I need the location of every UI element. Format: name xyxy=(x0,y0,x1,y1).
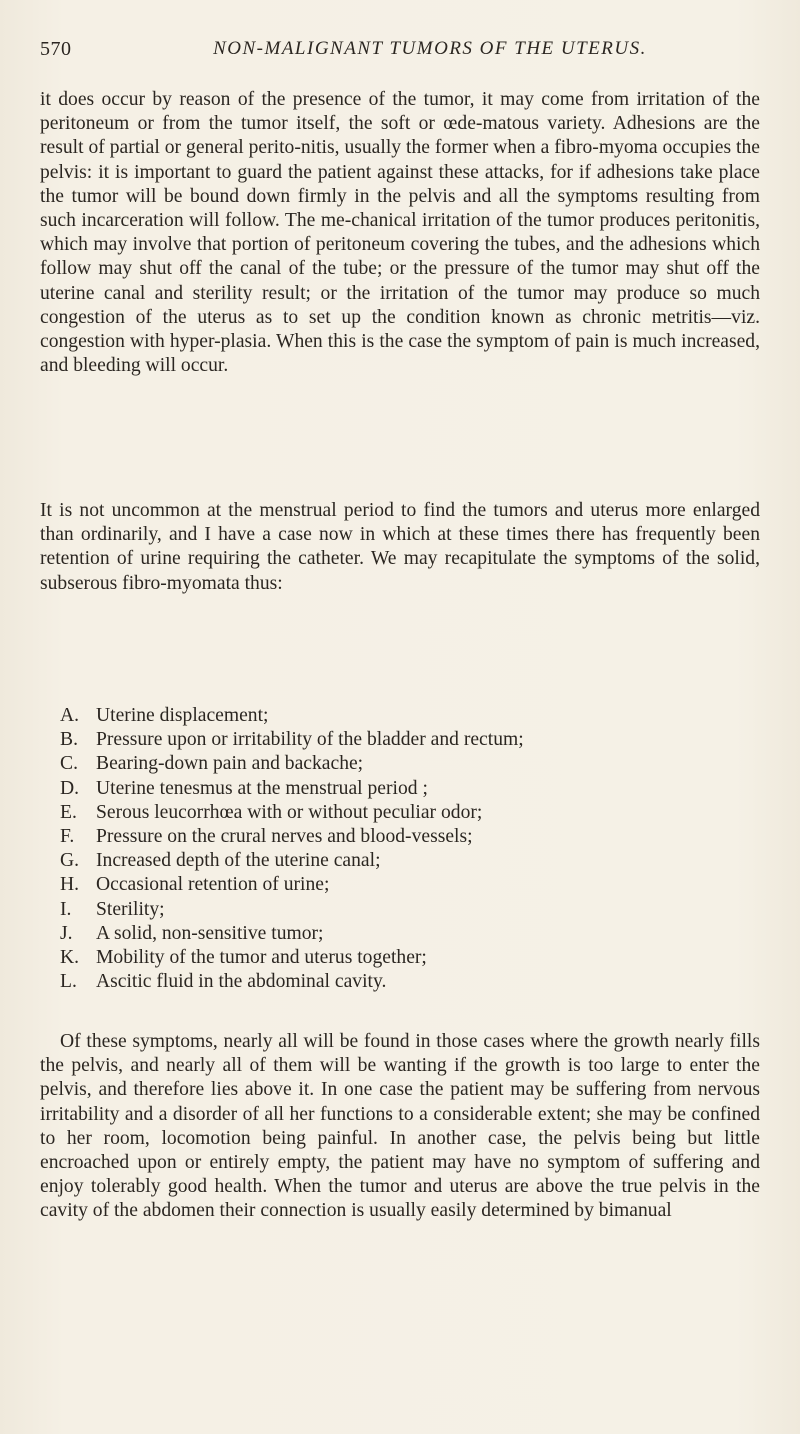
list-item-letter: G. xyxy=(60,850,80,872)
list-item xyxy=(60,728,760,752)
page-header xyxy=(40,38,760,68)
list-item-text: Uterine displacement; xyxy=(96,705,269,726)
list-item-letter: F. xyxy=(60,826,75,848)
list-item xyxy=(60,922,760,946)
list-item-letter: D. xyxy=(60,777,80,799)
list-item-text: Ascitic fluid in the abdominal cavity. xyxy=(96,971,387,993)
list-item-letter: B. xyxy=(60,729,78,751)
list-item-text: Uterine tenesmus at the menstrual period ; xyxy=(96,777,428,799)
list-item xyxy=(60,873,760,897)
list-item xyxy=(60,704,760,728)
symptom-list xyxy=(60,704,760,994)
list-item xyxy=(60,898,760,922)
list-item xyxy=(60,946,760,970)
list-item-text: Increased depth of the uterine canal; xyxy=(96,850,381,872)
paragraph-symptoms-summary: Of these symptoms, nearly all will be found in those cases where the growth nearly fills the pelvis, and nearly all of them will be wanting if the growth is too large to enter the pelvis, and therefore lies above it. In one case the patient may be suffering from nervous irritability and a disorder of all her functions to a considerable extent; she may be confined to her room, locomotion being painful. In another case, the pelvis being but little encroached upon or entirely empty, the patient may have no symptom of suffering and enjoy tolerably good health. When the tumor and uterus are above the true pelvis in the cavity of the abdomen their connection is usually easily determined by bimanual xyxy=(40,1031,760,1222)
list-item-text: Serous leucorrhœa with or without peculiar odor; xyxy=(96,801,483,823)
list-item-text: Pressure upon or irritability of the bladder and rectum; xyxy=(96,729,524,751)
list-item-letter: J. xyxy=(60,922,73,944)
list-item xyxy=(60,849,760,873)
list-item xyxy=(60,825,760,849)
list-item-letter: A. xyxy=(60,705,80,726)
list-item-text: Bearing-down pain and backache; xyxy=(96,753,364,775)
list-item-letter: H. xyxy=(60,874,80,896)
paragraph-menstrual-period: It is not uncommon at the menstrual period to find the tumors and uterus more enlarged than ordinarily, and I have a case now in which at these times there has frequently been retention of urine requiring the catheter. We may recapitulate the symptoms of the solid, subserous fibro-myomata thus: xyxy=(40,500,760,594)
page-number: 570 xyxy=(40,38,72,60)
list-item-letter: E. xyxy=(60,801,77,823)
list-item xyxy=(60,752,760,776)
list-item-letter: L. xyxy=(60,971,77,993)
list-item-text: Pressure on the crural nerves and blood-vessels; xyxy=(96,826,473,848)
list-item xyxy=(60,970,760,994)
list-item-letter: K. xyxy=(60,947,80,969)
list-item-text: Mobility of the tumor and uterus together; xyxy=(96,947,427,969)
list-item-text: Sterility; xyxy=(96,898,165,920)
list-item-text: Occasional retention of urine; xyxy=(96,874,330,896)
list-item-text: A solid, non-sensitive tumor; xyxy=(96,922,324,944)
list-item-letter: I. xyxy=(60,898,72,920)
list-item-letter: C. xyxy=(60,753,78,775)
paragraph-adhesions: it does occur by reason of the presence of the tumor, it may come from irritation of the peritoneum or from the tumor itself, the soft or œde-matous variety. Adhesions are the result of partial or general perito-nitis, usually the former when a fibro-myoma occupies the pelvis: it is important to guard the patient against these attacks, for if adhesions take place the tumor will be bound down firmly in the pelvis and all the symptoms resulting from such incarceration will follow. The me-chanical irritation of the tumor produces peritonitis, which may involve that portion of peritoneum covering the tubes, and the adhesions which follow may shut off the canal of the tube; or the pressure of the tumor may shut off the uterine canal and sterility result; or the irritation of the tumor may produce so much congestion of the uterus as to set up the condition known as chronic metritis—viz. congestion with hyper-plasia. When this is the case the symptom of pain is much increased, and bleeding will occur. xyxy=(40,89,760,377)
running-title: NON-MALIGNANT TUMORS OF THE UTERUS. xyxy=(213,38,647,59)
list-item xyxy=(60,777,760,801)
list-item xyxy=(60,801,760,825)
